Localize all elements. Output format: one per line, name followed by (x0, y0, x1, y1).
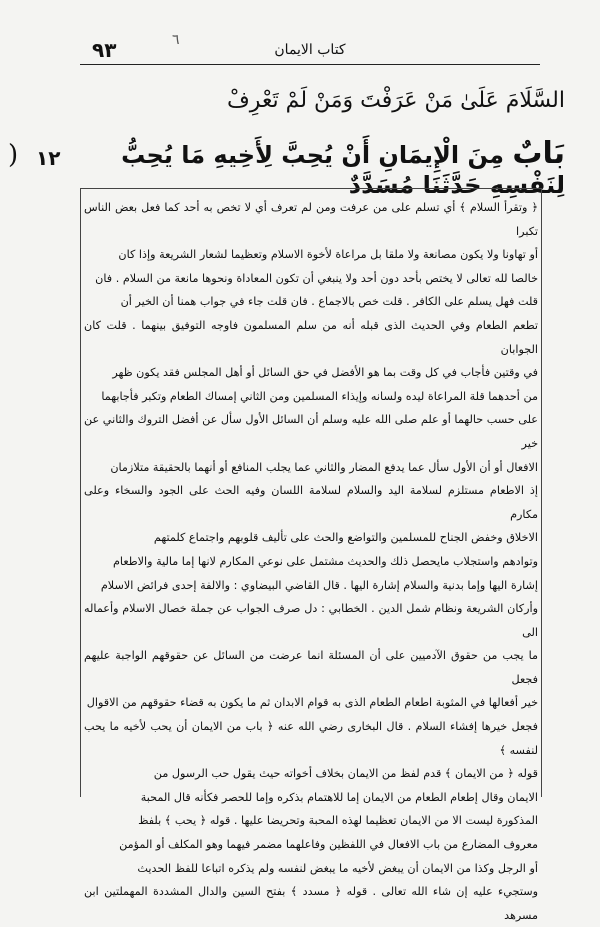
commentary-line: المذكورة ليست الا من الايمان تعظيما لهذه المحبة وتحريضا عليها . قوله ﴿ يحب ﴾ بلفظ (138, 814, 538, 828)
commentary-line: إذ الاطعام مستلزم لسلامة اليد والسلام لسلامة اللسان وفيه الحث على الجود والسخاء وعلى مكارم (84, 484, 538, 521)
commentary-line: خالصا لله تعالى لا يختص بأحد دون أحد ولا ينبغي أن تكون المعاداة ونحوها مانعة من السلام . فان (95, 271, 538, 285)
commentary-line: أو تهاونا ولا يكون مصانعة ولا ملقا بل مراعاة لأخوة الاسلام وتعظيما لشعار الشريعة وإذا كان (118, 248, 538, 262)
hadith-number-bracket: ) (8, 140, 19, 170)
commentary-line: فجعل خيرها إفشاء السلام . قال البخارى رضي الله عنه ﴿ باب من الايمان أن يحب لأخيه ما يحب لنفسه ﴾ (84, 720, 538, 757)
commentary-line: الافعال أو أن الأول سأل عما يدفع المضار والثاني عما يجلب المنافع أو أنهما بالحقيقة متلازمان (110, 460, 538, 474)
commentary-line: وأركان الشريعة ونظام شمل الدين . الخطابي : دل صرف الجواب عن جملة خصال الاسلام وأعماله الى (84, 602, 538, 639)
commentary-line: معروف المضارع من باب الافعال في اللفظين وفاعلهما مضمر فيهما وهو المكلف أو المؤمن (119, 838, 538, 852)
commentary-line: إشارة اليها وإما بدنية والسلام إشارة اليها . قال القاضي البيضاوي : والالفة إحدى فرائض الاسلام (100, 578, 538, 592)
commentary-text (84, 196, 538, 927)
page-mark: ٦ (172, 32, 180, 48)
chapter-heading: بَابٌ (512, 136, 565, 171)
commentary-line: وتوادهم واستجلاب مايحصل ذلك والحديث مشتمل على نوعي المكارم لانها إما مالية والاطعام (112, 554, 538, 568)
commentary-line: وستجيء عليه إن شاء الله تعالى . قوله ﴿ مسدد ﴾ بفتح السين والدال المشددة المهملتين ابن مسرهد (84, 885, 538, 922)
chapter-title: مِنَ الْإِيمَانِ أَنْ يُحِبَّ لِأَخِيهِ مَا يُحِبُّ لِنَفْسِهِ حَدَّثَنَا مُسَدَّدٌ (121, 141, 565, 199)
commentary-line: أو الرجل وكذا من الايمان أن يبغض لأخيه ما يبغض لنفسه ولم يذكره اتباعا للفظ الحديث (137, 861, 538, 875)
commentary-line: في وقتين فأجاب في كل وقت بما هو الأفضل في حق السائل أو أهل المجلس فقد يكون ظهر (112, 366, 538, 380)
commentary-line: من أحدهما قلة المراعاة ليده ولسانه وإيذاء المسلمين ومن الثاني إمساك الطعام وتكبر فأجابهما (101, 389, 538, 403)
commentary-line: تطعم الطعام وفي الحديث الذى قبله أنه من سلم المسلمون فاوجه التوفيق بينهما . قلت كان الجوابان (84, 318, 538, 356)
commentary-line: ما يجب من حقوق الآدميين على أن المسئلة انما عرضت من السائل عن حقوقهم الواجبة عليهم فجعل (84, 649, 538, 686)
hadith-text-line-1: السَّلَامَ عَلَىٰ مَنْ عَرَفْتَ وَمَنْ لَمْ تَعْرِفْ (227, 88, 565, 113)
page-number: ٩٣ (92, 38, 117, 62)
page-header (80, 32, 540, 65)
commentary-line: قوله ﴿ من الايمان ﴾ قدم لفظ من الايمان بخلاف أخواته حيث يقول حب الرسول من (153, 767, 538, 781)
hadith-number: ١٢ (36, 146, 61, 170)
commentary-line: على حسب حالهما أو علم صلى الله عليه وسلم أن السائل الأول سأل عن أفضل التروك والثاني عن خير (84, 413, 538, 450)
running-title: كتاب الايمان (274, 42, 346, 58)
commentary-line: الاخلاق وخفض الجناح للمسلمين والتواضع والحث على تأليف قلوبهم واجتماع كلمتهم (153, 531, 538, 545)
commentary-line: خير أفعالها في المثوبة اطعام الطعام الذى به قوام الابدان ثم ما يكون به قضاء حقوقهم من الاقوال (86, 696, 538, 710)
commentary-line: الايمان وقال إطعام الطعام من الايمان إما للاهتمام بذكره وإما للحصر فكأنه قال المحبة (140, 790, 538, 804)
commentary-line: ﴿ وتقرأ السلام ﴾ أي تسلم على من عرفت ومن لم تعرف أي لا تخص به أحد كما فعل بعض الناس تكبرا (84, 201, 538, 238)
commentary-line: قلت فهل يسلم على الكافر . قلت خص بالاجماع . فان قلت جاء في جواب همنا أن الخير أن (120, 295, 538, 309)
